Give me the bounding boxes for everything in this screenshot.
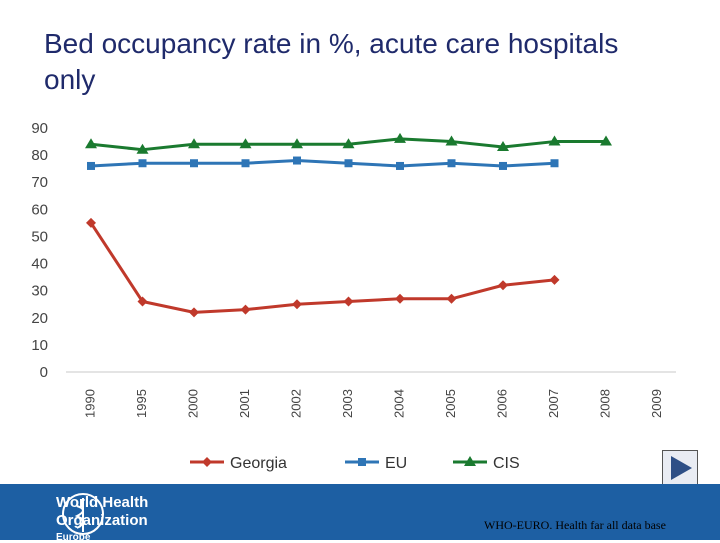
legend-marker-eu	[358, 458, 366, 466]
data-point-georgia	[395, 294, 405, 304]
series-line-georgia	[91, 223, 555, 312]
y-tick-label: 70	[31, 174, 48, 192]
data-point-eu	[293, 157, 301, 165]
slide-title: Bed occupancy rate in %, acute care hospitals only	[44, 28, 619, 95]
x-tick-label: 2006	[494, 389, 510, 418]
x-tick-label: 2004	[391, 389, 407, 418]
data-point-eu	[190, 159, 198, 167]
data-point-eu	[396, 162, 404, 170]
y-tick-label: 50	[31, 228, 48, 246]
x-tick-label: 1995	[133, 389, 149, 418]
legend-label-cis: CIS	[493, 455, 520, 472]
org-name-line3: Europe	[56, 532, 91, 543]
legend-label-eu: EU	[385, 455, 408, 472]
x-tick-label: 2009	[648, 389, 664, 418]
y-tick-label: 30	[31, 282, 48, 300]
data-point-georgia	[189, 307, 199, 317]
x-tick-label: 2007	[545, 389, 561, 418]
x-tick-label: 1990	[82, 389, 98, 418]
series-line-eu	[91, 161, 555, 166]
legend-label-georgia: Georgia	[230, 455, 287, 472]
x-tick-label: 2002	[288, 389, 304, 418]
next-slide-button[interactable]	[662, 450, 698, 486]
x-tick-label: 2000	[185, 389, 201, 418]
source-note: WHO-EURO. Health far all data base	[484, 518, 666, 532]
data-point-eu	[448, 159, 456, 167]
data-point-georgia	[498, 280, 508, 290]
data-point-eu	[242, 159, 250, 167]
data-point-eu	[87, 162, 95, 170]
data-point-eu	[551, 159, 559, 167]
legend-marker-georgia	[202, 457, 212, 467]
x-tick-label: 2001	[236, 389, 252, 418]
data-point-georgia	[344, 297, 354, 307]
y-tick-label: 40	[31, 255, 48, 273]
data-point-georgia	[550, 275, 560, 285]
data-point-eu	[499, 162, 507, 170]
play-next-icon	[663, 451, 697, 485]
data-point-georgia	[447, 294, 457, 304]
y-tick-label: 20	[31, 309, 48, 327]
org-name-line1: World Health	[56, 494, 149, 511]
y-tick-label: 60	[31, 201, 48, 219]
x-tick-label: 2003	[339, 389, 355, 418]
data-point-georgia	[292, 299, 302, 309]
y-tick-label: 0	[39, 364, 48, 381]
data-point-eu	[345, 159, 353, 167]
x-tick-label: 2005	[442, 389, 458, 418]
data-point-georgia	[241, 305, 251, 315]
y-tick-label: 10	[31, 336, 48, 354]
org-name-line2: Organization	[56, 512, 148, 529]
y-tick-label: 80	[31, 147, 48, 165]
y-tick-label: 90	[31, 120, 48, 137]
x-tick-label: 2008	[597, 389, 613, 418]
data-point-eu	[139, 159, 147, 167]
